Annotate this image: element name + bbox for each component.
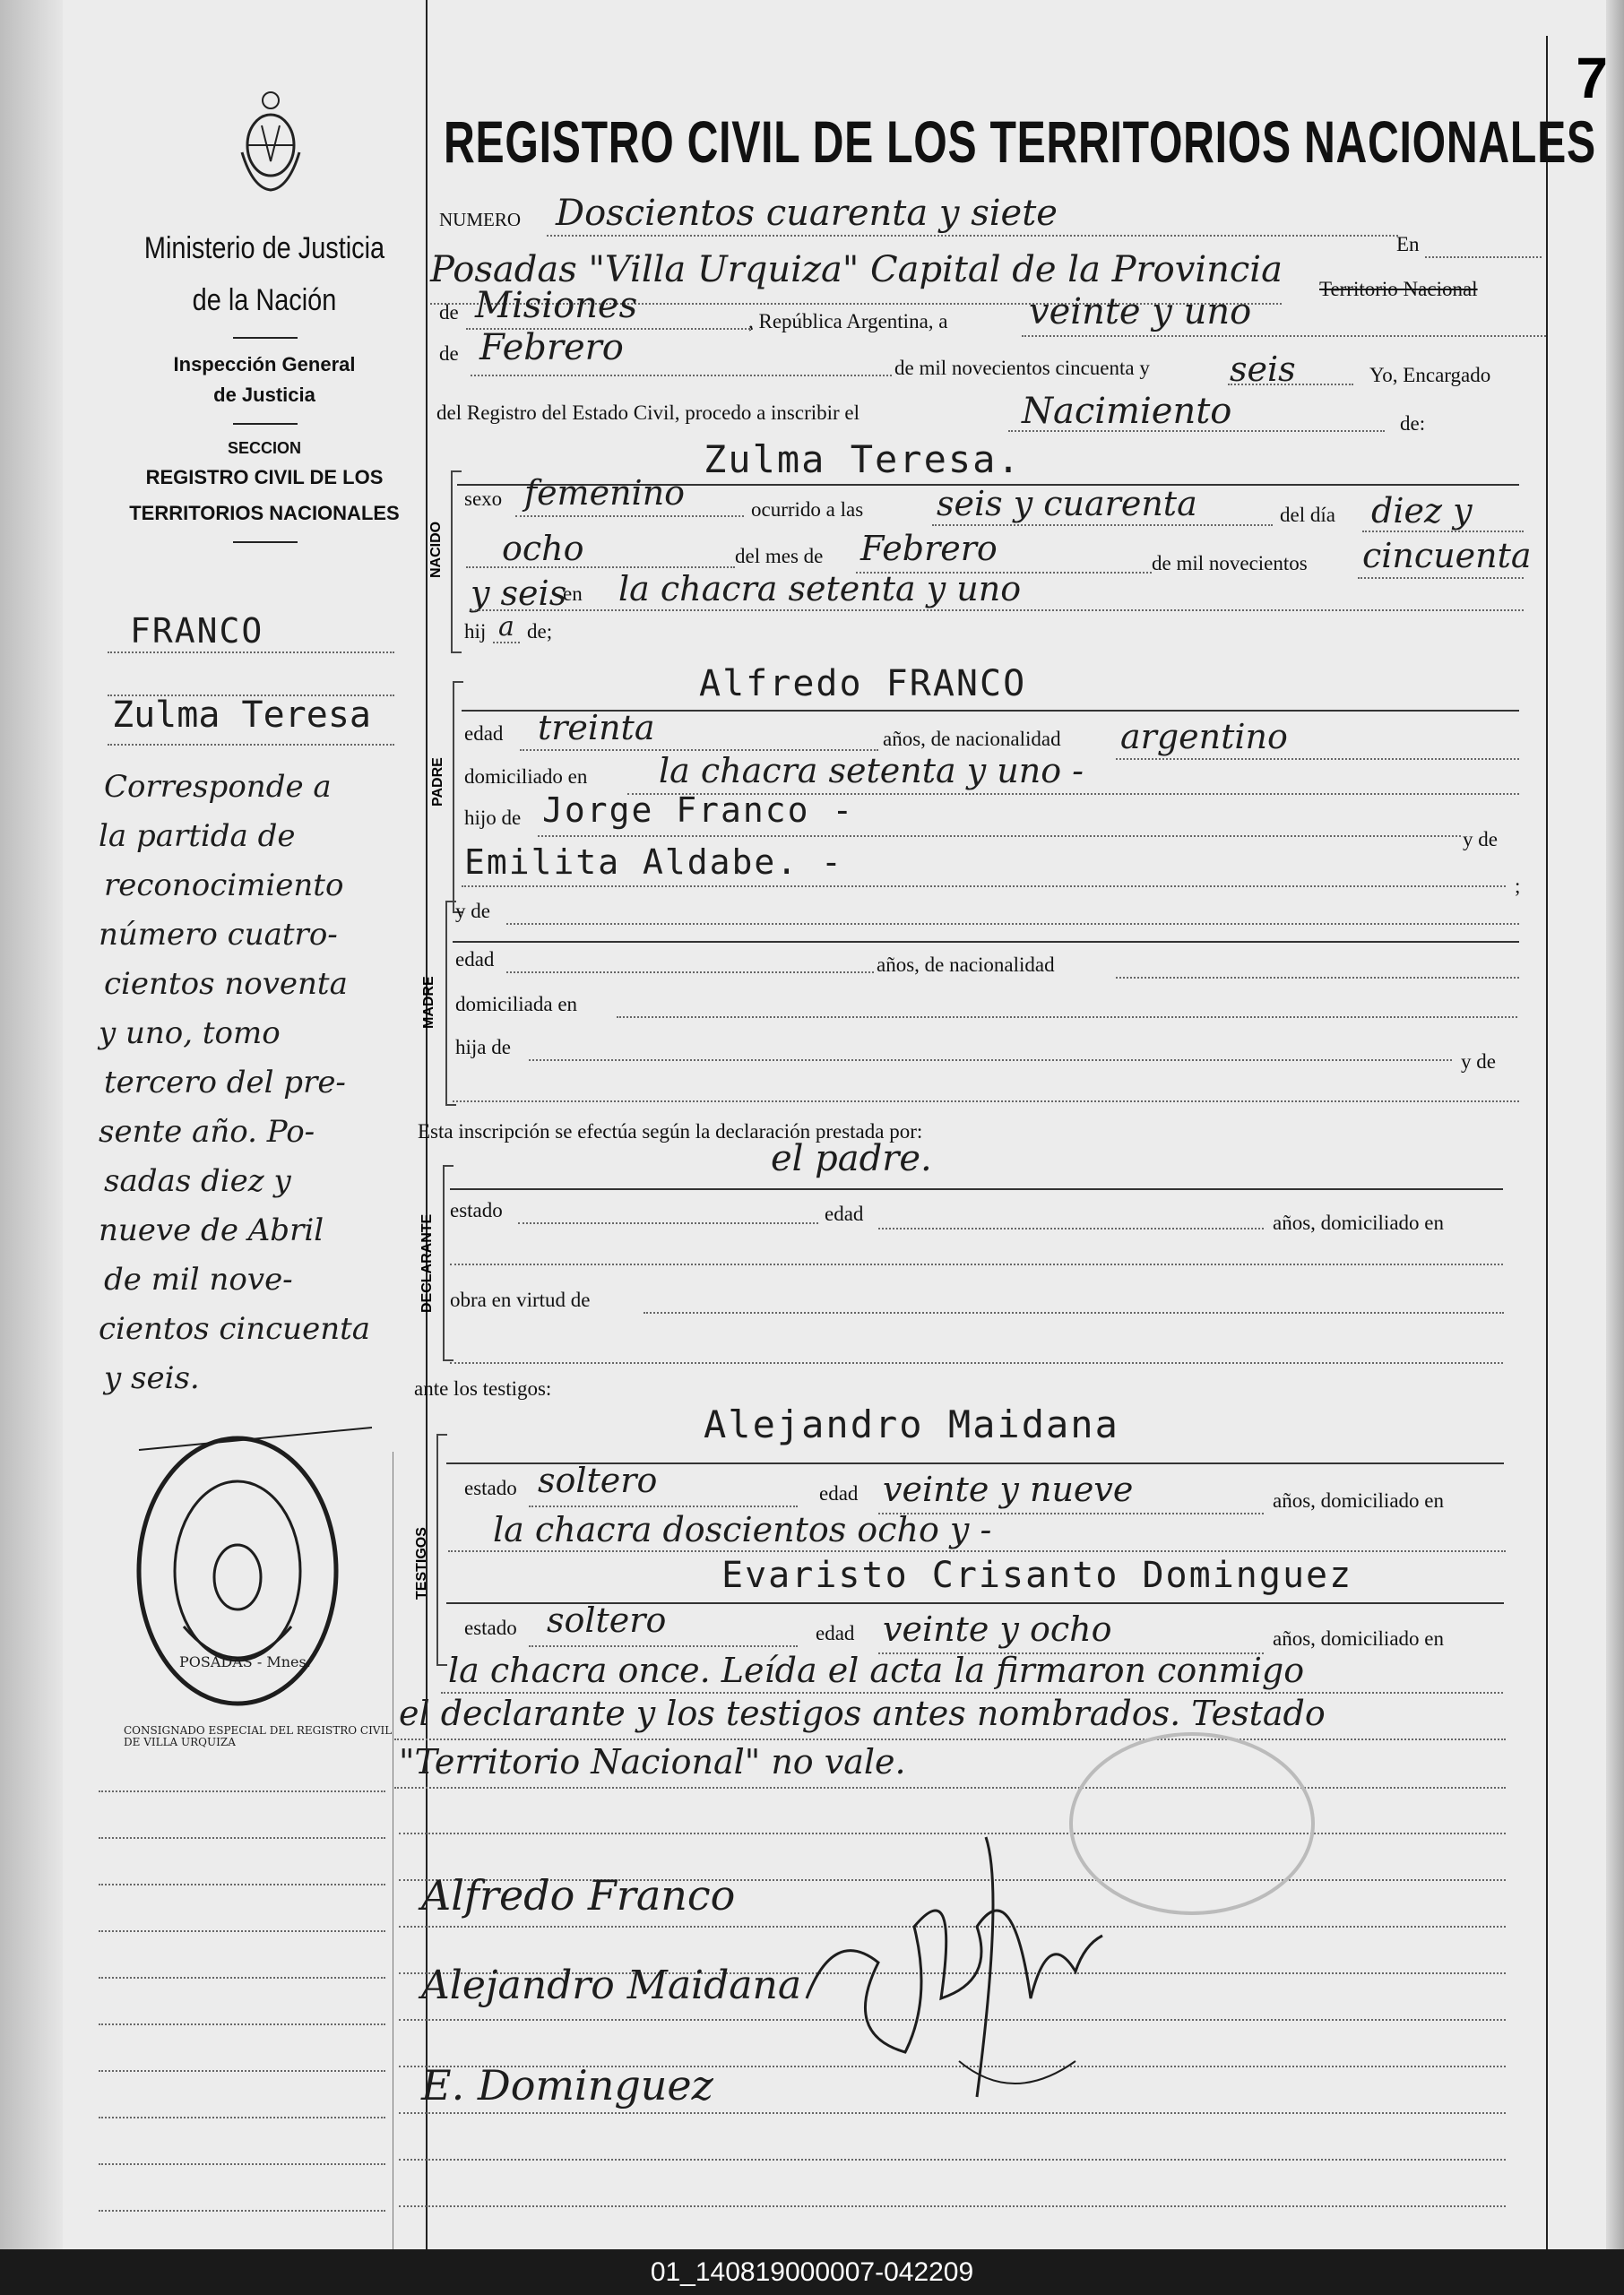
seal-outer-text: CONSIGNADO ESPECIAL DEL REGISTRO CIVIL DE VILLA URQUIZA: [124, 1724, 393, 1748]
dia-line: [1362, 531, 1524, 532]
padre-edad-value: treinta: [538, 708, 655, 747]
coat-of-arms-icon: [235, 90, 307, 197]
testigos-label: ante los testigos:: [414, 1377, 552, 1400]
margin-note-line: de mil nove-: [104, 1262, 293, 1298]
signature-area-line: [399, 2205, 1506, 2207]
hora-value: seis y cuarenta: [937, 484, 1197, 523]
margin-note-line: sadas diez y: [104, 1163, 291, 1199]
madre-yde-line: [506, 923, 1519, 925]
sexo-label: sexo: [464, 487, 503, 510]
lugar-line: [471, 609, 1524, 611]
margin-note-line: Corresponde a: [104, 769, 332, 805]
sexo-value: femenino: [524, 473, 686, 513]
padre-parent1-line: [538, 835, 1461, 837]
margin-blank-line: [99, 2117, 385, 2118]
testigo2-edad-label: edad: [816, 1622, 855, 1644]
seal-inner-text: POSADAS - Mnes.: [179, 1653, 311, 1670]
padre-nacionalidad-line: [1116, 758, 1519, 760]
margin-note-line: cientos cincuenta: [99, 1311, 371, 1347]
republica-label: , República Argentina, a: [748, 310, 948, 332]
dia2-line: [466, 566, 735, 568]
testigo1-edad-label: edad: [819, 1482, 859, 1505]
footer-image-id: 01_140819000007-042209: [0, 2249, 1624, 2295]
dia-value: diez y: [1371, 491, 1473, 531]
ministry-label: Ministerio de Justicia: [143, 231, 385, 265]
numero-value: Doscientos cuarenta y siete: [556, 193, 1058, 234]
obra-label: obra en virtud de: [450, 1289, 591, 1311]
anio-value: cincuenta: [1362, 536, 1532, 575]
ocurrido-label: ocurrido a las: [751, 498, 864, 521]
testigos-bracket: [436, 1434, 447, 1666]
signature-area-line: [399, 2159, 1506, 2161]
month-value: Febrero: [479, 327, 624, 368]
en-label: En: [1396, 233, 1420, 255]
margin-blank-line: [99, 1790, 385, 1792]
testigo1-edad: veinte y nueve: [883, 1470, 1134, 1509]
madre-y-de-label: y de: [455, 900, 490, 922]
signature-2: Alejandro Maidana: [421, 1963, 802, 2008]
margin-note-line: reconocimiento: [104, 867, 344, 903]
padre-parent2: Emilita Aldabe. -: [464, 842, 843, 882]
padre-hijo-label: hijo de: [464, 807, 522, 829]
margin-surname: FRANCO: [130, 611, 264, 651]
testigo1-name: Alejandro Maidana: [704, 1402, 1119, 1446]
madre-section-label: MADRE: [421, 976, 436, 1029]
declarante-rule: [450, 1188, 1503, 1190]
dia-value-2: ocho: [502, 529, 584, 568]
hijo-suffix: a: [498, 611, 514, 643]
signature-1: Alfredo Franco: [421, 1871, 736, 1920]
padre-parent2-line: [462, 885, 1506, 887]
testigo1-anios-label: años, domiciliado en: [1273, 1489, 1444, 1512]
testigo2-estado-line: [529, 1645, 798, 1647]
divider: [233, 541, 298, 543]
page-right-edge: [1606, 0, 1624, 2249]
madre-nacionalidad-line: [1116, 977, 1519, 979]
margin-note-line: tercero del pre-: [104, 1065, 346, 1100]
lugar-value: la chacra setenta y uno: [618, 569, 1022, 608]
mes-value: Febrero: [860, 529, 998, 568]
padre-bracket: [453, 681, 463, 913]
en-line: [1425, 256, 1542, 258]
madre-blank-line: [453, 1100, 1519, 1102]
en-lugar-label: en: [563, 582, 583, 605]
nacido-section-label: NACIDO: [428, 521, 444, 578]
child-name: Zulma Teresa.: [704, 437, 1022, 481]
padre-semicolon: ;: [1515, 875, 1521, 897]
margin-given-name: Zulma Teresa: [112, 695, 371, 736]
hijo-line: [493, 642, 520, 643]
madre-y-de-label-2: y de: [1461, 1050, 1496, 1073]
dia-label: del día: [1280, 504, 1335, 526]
act-line: [1008, 430, 1385, 432]
madre-anios-label: años, de nacionalidad: [877, 953, 1055, 976]
padre-domicilio-value: la chacra setenta y uno -: [659, 751, 1084, 790]
madre-rule: [453, 941, 1519, 943]
declarante-section-label: DECLARANTE: [419, 1213, 435, 1313]
divider: [233, 423, 298, 425]
declarante-estado-label: estado: [450, 1199, 503, 1221]
province-value: Misiones: [475, 285, 638, 326]
padre-nacionalidad-value: argentino: [1120, 717, 1288, 756]
encargado-label: Yo, Encargado: [1369, 364, 1491, 386]
margin-blank-line: [99, 2210, 385, 2212]
year-line: [1228, 384, 1353, 385]
numero-line: [547, 235, 1398, 237]
signature-3: E. Dominguez: [421, 2061, 713, 2110]
de-colon-label: de:: [1400, 412, 1426, 435]
testigo1-domicilio-line: [448, 1550, 1506, 1552]
margin-blank-line: [99, 1977, 385, 1979]
section-name-1: REGISTRO CIVIL DE LOS: [145, 466, 384, 488]
nacido-bracket: [451, 470, 462, 653]
place-value: Posadas "Villa Urquiza" Capital de la Provincia: [430, 249, 1283, 290]
margin-line: [108, 651, 394, 653]
declarante-edad-label: edad: [825, 1203, 864, 1225]
ministry-label-2: de la Nación: [192, 283, 337, 317]
declaracion-label: Esta inscripción se efectúa según la declaración prestada por:: [418, 1120, 923, 1143]
declarante-anios-label: años, domiciliado en: [1273, 1212, 1444, 1234]
anio-value-2: y seis: [471, 574, 567, 613]
sexo-line: [515, 515, 744, 517]
testigo1-estado: soltero: [538, 1461, 658, 1500]
act-value: Nacimiento: [1022, 391, 1232, 432]
hora-line: [932, 524, 1273, 526]
declarante-estado-line: [518, 1222, 818, 1224]
margin-blank-line: [99, 2163, 385, 2165]
margin-blank-line: [99, 1837, 385, 1839]
closing-line-1-rule: [394, 1739, 1506, 1740]
closing-line-2: "Territorio Nacional" no vale.: [399, 1742, 906, 1782]
testigo1-estado-label: estado: [464, 1477, 517, 1499]
margin-note-line: número cuatro-: [99, 917, 338, 953]
padre-edad-label: edad: [464, 722, 504, 745]
testigo2-domicilio: la chacra once. Leída el acta la firmaron conmigo: [448, 1651, 1305, 1690]
month-line: [471, 375, 892, 376]
margin-note-line: y seis.: [104, 1360, 200, 1396]
madre-domicilio-label: domiciliada en: [455, 993, 578, 1015]
year-value: seis: [1230, 349, 1296, 389]
madre-domicilio-line: [617, 1016, 1517, 1018]
right-border: [1546, 36, 1548, 2249]
closing-line-2-rule: [394, 1787, 1506, 1789]
testigo1-estado-line: [529, 1506, 798, 1507]
testigo2-edad: veinte y ocho: [883, 1609, 1112, 1649]
testigos-section-label: TESTIGOS: [414, 1527, 429, 1600]
margin-line: [108, 744, 394, 746]
testigo2-estado: soltero: [547, 1600, 667, 1640]
divider: [233, 337, 298, 339]
hijo-label: hij: [464, 620, 487, 643]
margin-note-line: nueve de Abril: [99, 1212, 324, 1248]
anio-line: [1358, 577, 1524, 579]
madre-edad-label: edad: [455, 948, 495, 971]
father-name: Alfredo FRANCO: [699, 663, 1027, 704]
closing-line-1: el declarante y los testigos antes nombrados. Testado: [399, 1694, 1326, 1733]
testigo2-estado-label: estado: [464, 1617, 517, 1639]
testigo2-name: Evaristo Crisanto Dominguez: [721, 1555, 1353, 1596]
margin-blank-line: [99, 1884, 385, 1885]
declarante-edad-line: [878, 1228, 1264, 1229]
day-line: [1022, 335, 1546, 337]
testigo1-domicilio: la chacra doscientos ocho y -: [493, 1510, 992, 1549]
testigo2-anios-label: años, domiciliado en: [1273, 1627, 1444, 1650]
padre-domicilio-label: domiciliado en: [464, 765, 588, 788]
padre-parent1: Jorge Franco -: [542, 790, 855, 830]
padre-anios-label: años, de nacionalidad: [883, 728, 1061, 750]
mil-novecientos-label: de mil novecientos: [1152, 552, 1308, 574]
inspection-label: Inspección General: [173, 353, 356, 375]
margin-blank-line: [99, 2070, 385, 2072]
margin-blank-line: [99, 2023, 385, 2025]
de-label-2: de: [439, 342, 459, 365]
numero-label: NUMERO: [439, 209, 522, 230]
hijo-de-label: de;: [527, 620, 553, 643]
declarante-blank-line: [450, 1264, 1503, 1265]
registro-label: del Registro del Estado Civil, procedo a inscribir el: [436, 401, 860, 424]
page-left-edge: [0, 0, 63, 2249]
section-label: SECCION: [227, 439, 301, 457]
page-number: 7: [1576, 46, 1608, 110]
day-value: veinte y uno: [1029, 291, 1252, 332]
margin-note-line: sente año. Po-: [99, 1114, 315, 1150]
obra-blank-line: [450, 1362, 1503, 1364]
madre-hija-label: hija de: [455, 1036, 511, 1058]
inspection-label-2: de Justicia: [213, 384, 315, 406]
territorio-label: Territorio Nacional: [1319, 278, 1478, 300]
mes-label: del mes de: [735, 545, 824, 567]
declarante-value: el padre.: [771, 1138, 932, 1179]
padre-y-de-label: y de: [1463, 828, 1498, 850]
madre-edad-line: [506, 971, 874, 973]
register-title: REGISTRO CIVIL DE LOS TERRITORIOS NACIONALES: [444, 108, 1596, 175]
section-name-2: TERRITORIOS NACIONALES: [129, 502, 400, 524]
official-seal: [130, 1420, 381, 1725]
margin-note-line: y uno, tomo: [99, 1015, 281, 1051]
margin-note-line: cientos noventa: [104, 966, 348, 1002]
registrar-signature: [780, 1819, 1156, 2115]
margin-note-line: la partida de: [99, 818, 296, 854]
padre-section-label: PADRE: [430, 757, 445, 807]
margin-blank-line: [99, 1930, 385, 1932]
obra-line: [644, 1312, 1504, 1314]
madre-hija-line: [529, 1059, 1452, 1061]
de-label: de: [439, 301, 459, 324]
mil-label: de mil novecientos cincuenta y: [894, 357, 1150, 379]
